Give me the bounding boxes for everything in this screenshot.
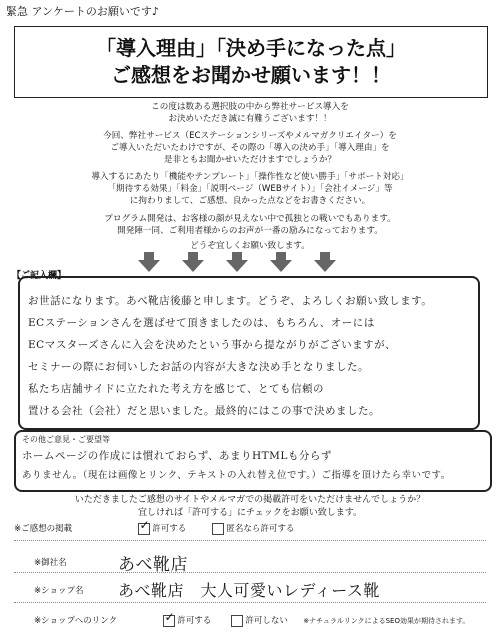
- publish-row: [14, 517, 486, 535]
- divider: [14, 572, 486, 573]
- shop-name-value: あべ靴店 大人可愛いレディース靴: [118, 581, 380, 600]
- publish-request: [0, 494, 500, 520]
- intro-closing: どうぞ宜しくお願い致します。: [190, 241, 310, 251]
- divider: [14, 602, 486, 603]
- intro-paragraph-3: [30, 171, 470, 207]
- publish-anon-checkbox[interactable]: [212, 523, 224, 535]
- divider: [14, 540, 486, 541]
- check-icon: ✓: [164, 609, 175, 624]
- intro-line: に拘わりまして、ご感想、良かった点などをお書きください。: [129, 196, 371, 206]
- publish-allow-label: 許可する: [152, 524, 187, 534]
- link-allow-label: 許可する: [177, 616, 212, 626]
- handwriting-line: セミナーの際にお伺いしたお話の内容が大きな決め手となりました。: [28, 361, 369, 373]
- handwriting-line: ECマスターズさんに入会を決めたという事から提ながりがございますが、: [28, 339, 397, 351]
- publish-allow-checkbox[interactable]: [138, 517, 150, 535]
- company-name-label: ※御社名: [34, 558, 67, 568]
- intro-line: お決めいただき誠に有難うございます！！: [168, 114, 332, 124]
- header-title-line1: 「導入理由」「決め手になった点」: [96, 36, 406, 60]
- publish-label: ※ご感想の掲載: [14, 524, 73, 534]
- intro-paragraph-4: [30, 213, 470, 237]
- handwriting-line: ECステーションさんを選ばせて頂きましたのは、もちろん、オーには: [28, 317, 375, 329]
- check-icon: ✓: [139, 517, 150, 532]
- shop-name-label: ※ショップ名: [34, 586, 84, 596]
- link-allow-checkbox[interactable]: [163, 609, 175, 627]
- intro-line: 「期待する効果」「料金」「説明ページ（WEBサイト）」「会社イメージ」等: [107, 184, 393, 194]
- intro-paragraph-1: [30, 101, 470, 125]
- publish-instruction: 宜しければ「許可する」にチェックをお願い致します。: [137, 508, 362, 518]
- link-note: ※ナチュラルリンクによるSEO効果が期待されます。: [303, 617, 470, 625]
- intro-paragraph-2: [30, 130, 470, 166]
- down-arrow-icon: [314, 252, 336, 272]
- intro-line: 是非ともお聞かせいただけますでしょうか？: [163, 155, 337, 165]
- intro-line: 今回、弊社サービス（ECステーションシリーズやメルマガクリエイター）を: [103, 131, 397, 141]
- down-arrow-icon: [270, 252, 292, 272]
- urgent-tag: 緊急 アンケートのお願いです♪: [6, 5, 159, 18]
- handwriting-line: お世話になります。あべ靴店後藤と申します。どうぞ、よろしくお願い致します。: [28, 295, 433, 307]
- down-arrow-icon: [226, 252, 248, 272]
- intro-line: この度は数ある選択肢の中から弊社サービス導入を: [151, 102, 349, 112]
- handwriting-line: 置ける会社（会社）だと思いました。最終的にはこの事で決めました。: [28, 405, 380, 417]
- handwriting-line: 私たち店舗サイドに立たれた考え方を感じて、とても信頼の: [28, 383, 325, 395]
- section-label: 【ご記入欄】: [12, 271, 67, 281]
- intro-line: 開発陣一同、ご利用者様からのお声が一番の励みになっております。: [117, 226, 383, 236]
- down-arrow-icon: [182, 252, 204, 272]
- intro-line: 導入するにあたり「機能やテンプレート」「操作性など使い勝手」「サポート対応」: [91, 172, 409, 182]
- handwriting-line: ホームページの作成には慣れておらず、あまりHTMLも分らず: [22, 450, 332, 462]
- intro-line: ご導入いただいたわけですが、その際の「導入の決め手」「導入理由」を: [110, 143, 390, 153]
- link-deny-checkbox[interactable]: [231, 615, 243, 627]
- publish-anon-label: 匿名なら許可する: [226, 524, 295, 534]
- handwriting-line: ありません。（現在は画像とリンク、テキストの入れ替え位です。）ご指導を頂けたら幸いです。: [22, 470, 451, 481]
- header-box: [14, 26, 488, 98]
- opinion-label: その他ご意見・ご要望等: [22, 435, 110, 444]
- opinion-box: [14, 430, 492, 492]
- comment-box: [18, 276, 480, 430]
- company-name-value: あべ靴店: [118, 555, 188, 575]
- link-row: [34, 609, 486, 627]
- link-deny-label: 許可しない: [245, 616, 288, 626]
- link-label: ※ショップへのリンク: [34, 616, 118, 626]
- publish-question: いただきましたご感想のサイトやメルマガでの掲載許可をいただけませんでしょうか？: [74, 495, 426, 505]
- intro-line: プログラム開発は、お客様の顔が見えない中で孤独との戦いでもあります。: [104, 214, 396, 224]
- header-title-line2: ご感想をお聞かせ願います！！: [111, 63, 391, 87]
- down-arrow-icon: [138, 252, 160, 272]
